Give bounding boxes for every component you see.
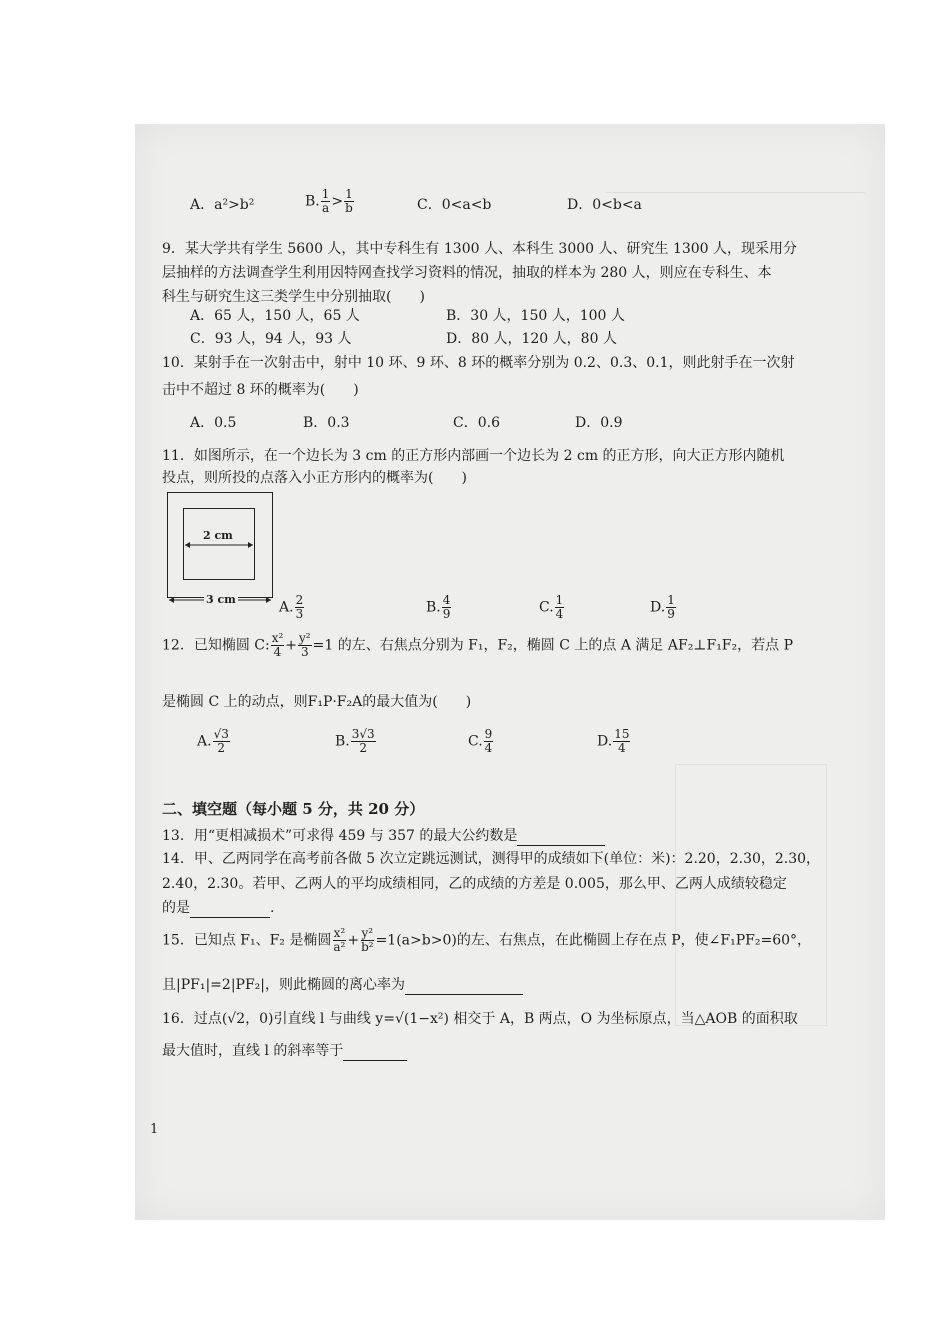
- option-prefix: B.: [305, 193, 320, 210]
- fraction: [484, 728, 494, 755]
- q8-option-a: A．a²>b²: [190, 197, 255, 213]
- q12-suffix-text: =1 的左、右焦点分别为 F₁，F₂，椭圆 C 上的点 A 满足 AF₂⊥F₁F₂，若点 P: [312, 637, 793, 654]
- q9-option-c: C．93 人，94 人，93 人: [190, 331, 352, 347]
- page-number: 1: [150, 1122, 159, 1137]
- q16-line-1: 16．过点(√2，0)引直线 l 与曲线 y=√(1−x²) 相交于 A，B 两点，O 为坐标原点，当△AOB 的面积取: [162, 1011, 798, 1027]
- q9-line-2: 层抽样的方法调查学生利用因特网查找学习资料的情况，抽取的样本为 280 人，则应在专科生、本: [162, 265, 772, 281]
- fraction-numerator: 3√3: [351, 727, 375, 741]
- q13-answer-blank[interactable]: [517, 829, 605, 846]
- q8-option-d: D．0<b<a: [567, 197, 642, 213]
- q9-option-d: D．80 人，120 人，80 人: [446, 331, 617, 347]
- q11-option-c: [539, 594, 565, 621]
- fraction-denominator: 9: [667, 607, 675, 621]
- fraction-numerator: 2: [295, 593, 304, 607]
- q8-option-b: [305, 188, 355, 215]
- fraction: [613, 728, 630, 755]
- q16-line-2: [162, 1041, 407, 1061]
- q15-answer-blank[interactable]: [405, 978, 523, 995]
- q12-option-a: [197, 728, 231, 755]
- q9-option-b: B．30 人，150 人，100 人: [446, 308, 625, 324]
- fraction-denominator: a²: [333, 940, 346, 954]
- fraction-denominator: 4: [555, 607, 564, 621]
- exam-paper: [135, 124, 885, 1220]
- bleed-through-mark: [605, 192, 865, 193]
- q12-prefix-text: 12．已知椭圆 C:: [162, 637, 270, 654]
- q14-text: 的是: [162, 900, 190, 916]
- q12-option-b: [335, 728, 377, 755]
- option-prefix: C.: [468, 733, 483, 750]
- outer-dimension-label: 3 cm: [206, 593, 236, 606]
- q16-text: 最大值时，直线 l 的斜率等于: [162, 1043, 344, 1059]
- fraction-denominator: 3: [300, 645, 309, 659]
- q14-line-2: 2.40，2.30。若甲、乙两人的平均成绩相同，乙的成绩的方差是 0.005，那么甲、乙两人成绩较稳定: [162, 876, 787, 892]
- option-prefix: A.: [279, 599, 294, 616]
- fraction-numerator: 15: [614, 727, 630, 741]
- q15-suffix-text: =1(a>b>0)的左、右焦点，在此椭圆上存在点 P，使∠F₁PF₂=60°，: [375, 932, 812, 949]
- option-prefix: D.: [597, 733, 613, 750]
- q15-line-2: [162, 975, 523, 995]
- fraction-numerator: √3: [213, 727, 229, 741]
- q9-line-1: 9．某大学共有学生 5600 人，其中专科生有 1300 人、本科生 3000 人、研究生 1300 人，现采用分: [162, 241, 798, 257]
- fraction: [666, 594, 676, 621]
- fraction-denominator: 3: [295, 607, 304, 621]
- option-prefix: B.: [335, 733, 350, 750]
- fraction-numerator: y²: [299, 631, 311, 645]
- operator: +: [285, 637, 298, 654]
- q14-answer-blank[interactable]: [190, 901, 270, 918]
- q13-line: [162, 826, 605, 846]
- fraction-denominator: 4: [484, 741, 493, 755]
- fraction-denominator: 9: [442, 607, 451, 621]
- q12-option-d: [597, 728, 631, 755]
- fraction: [344, 188, 354, 215]
- fraction-denominator: b²: [361, 940, 374, 954]
- fraction-numerator: 4: [442, 593, 451, 607]
- bleed-through-mark: [675, 764, 827, 1026]
- section-heading: 二、填空题（每小题 5 分，共 20 分）: [162, 800, 425, 818]
- q16-answer-blank[interactable]: [343, 1044, 407, 1061]
- fraction-numerator: 1: [667, 593, 675, 607]
- fraction-numerator: 9: [484, 727, 493, 741]
- fraction: [442, 594, 452, 621]
- q14-line-1: 14．甲、乙两同学在高考前各做 5 次立定跳远测试，测得甲的成绩如下(单位：米)：2.20，2.30，2.30，: [162, 851, 821, 867]
- fraction-numerator: 1: [555, 593, 564, 607]
- fraction: [555, 594, 565, 621]
- q9-option-a: A．65 人，150 人，65 人: [190, 308, 360, 324]
- fraction: [360, 927, 375, 954]
- option-prefix: C.: [539, 599, 554, 616]
- q11-option-d: [650, 594, 677, 621]
- q10-option-c: C．0.6: [453, 415, 500, 431]
- fraction-denominator: 2: [217, 741, 226, 755]
- fraction-denominator: 2: [359, 741, 368, 755]
- fraction: [271, 632, 285, 659]
- fraction-numerator: 1: [321, 187, 330, 201]
- q11-option-b: [426, 594, 452, 621]
- fraction: [351, 728, 376, 755]
- q11-line-2: 投点，则所投的点落入小正方形内的概率为( ): [162, 470, 467, 486]
- fraction: [332, 927, 346, 954]
- fraction-numerator: 1: [345, 187, 353, 201]
- q14-period: .: [270, 900, 275, 916]
- q8-option-c: C．0<a<b: [417, 197, 492, 213]
- q15-text: 且|PF₁|=2|PF₂|，则此椭圆的离心率为: [162, 977, 405, 993]
- fraction-denominator: 4: [273, 645, 282, 659]
- inner-dimension-label: 2 cm: [203, 529, 233, 542]
- fraction: [213, 728, 230, 755]
- q9-line-3: 科生与研究生这三类学生中分别抽取( ): [162, 289, 425, 305]
- operator: +: [347, 932, 360, 949]
- q15-line-1: [162, 927, 811, 954]
- q10-option-b: B．0.3: [303, 415, 350, 431]
- fraction-denominator: a: [321, 201, 330, 215]
- q10-line-1: 10．某射手在一次射击中，射中 10 环、9 环、8 环的概率分别为 0.2、0.3、0.1，则此射手在一次射: [162, 355, 795, 371]
- fraction: [321, 188, 331, 215]
- option-prefix: B.: [426, 599, 441, 616]
- fraction-numerator: x²: [333, 926, 346, 940]
- q15-prefix-text: 15．已知点 F₁、F₂ 是椭圆: [162, 932, 332, 949]
- q11-option-a: [279, 594, 305, 621]
- q12-option-c: [468, 728, 494, 755]
- q11-line-1: 11．如图所示，在一个边长为 3 cm 的正方形内部画一个边长为 2 cm 的正方形，向大正方形内随机: [162, 448, 785, 464]
- q14-line-3: [162, 898, 274, 918]
- q12-line-1: [162, 632, 793, 659]
- q12-line-2: 是椭圆 C 上的动点，则F₁P·F₂A的最大值为( ): [162, 694, 472, 710]
- q10-option-a: A．0.5: [190, 415, 237, 431]
- fraction-denominator: 4: [618, 741, 626, 755]
- q10-option-d: D．0.9: [575, 415, 623, 431]
- option-prefix: A.: [197, 733, 212, 750]
- option-prefix: D.: [650, 599, 666, 616]
- fraction-denominator: b: [345, 201, 353, 215]
- fraction: [295, 594, 305, 621]
- fraction-numerator: x²: [271, 631, 284, 645]
- q10-line-2: 击中不超过 8 环的概率为( ): [162, 382, 359, 398]
- operator: >: [331, 193, 344, 210]
- fraction-numerator: y²: [361, 926, 374, 940]
- fraction: [298, 632, 312, 659]
- q13-text: 13．用“更相减损术”可求得 459 与 357 的最大公约数是: [162, 828, 518, 844]
